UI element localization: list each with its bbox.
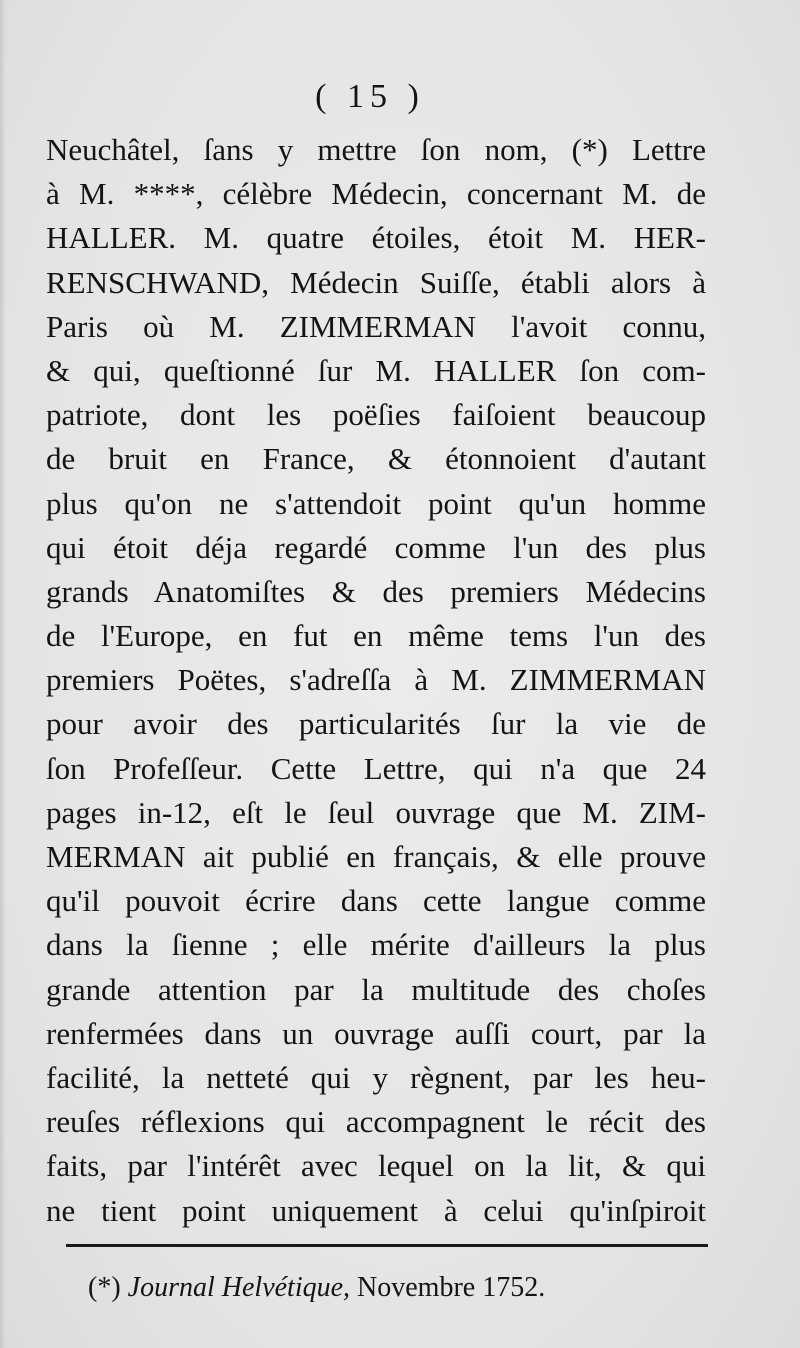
text-line: patriote, dont les poëſies faiſoient beaucoup — [46, 397, 706, 433]
text-line: renfermées dans un ouvrage auſſi court, par la — [46, 1015, 706, 1051]
text-line: grande attention par la multitude des choſes — [46, 971, 706, 1007]
footnote-rule — [66, 1244, 708, 1247]
text-line: Paris où M. ZIMMERMAN l'avoit connu, — [46, 308, 706, 344]
footnote-journal: Journal Helvétique, — [127, 1272, 351, 1303]
text-line: à M. ****, célèbre Médecin, concernant M. de — [46, 176, 706, 212]
text-line: qu'il pouvoit écrire dans cette langue comme — [46, 883, 706, 919]
text-line: premiers Poëtes, s'adreſſa à M. ZIMMERMAN — [46, 662, 706, 698]
text-line: HALLER. M. quatre étoiles, étoit M. HER- — [46, 220, 706, 256]
page-number: ( 15 ) — [315, 78, 425, 115]
text-line: de l'Europe, en fut en même tems l'un des — [46, 618, 706, 654]
text-line: plus qu'on ne s'attendoit point qu'un homme — [46, 485, 706, 521]
text-line: faits, par l'intérêt avec lequel on la lit, & qui — [46, 1148, 706, 1184]
text-line: Neuchâtel, ſans y mettre ſon nom, (*) Lettre — [46, 132, 706, 167]
text-line: dans la ſienne ; elle mérite d'ailleurs la plus — [46, 927, 706, 963]
footnote — [88, 1272, 708, 1304]
text-line: ne tient point uniquement à celui qu'inſpiroit — [46, 1192, 706, 1228]
text-line: ſon Profeſſeur. Cette Lettre, qui n'a que 24 — [46, 750, 706, 786]
text-line: & qui, queſtionné ſur M. HALLER ſon com- — [46, 352, 706, 388]
text-line: de bruit en France, & étonnoient d'autant — [46, 441, 706, 477]
text-line: RENSCHWAND, Médecin Suiſſe, établi alors à — [46, 264, 706, 300]
body-text — [46, 128, 706, 1233]
text-line: reuſes réflexions qui accompagnent le récit des — [46, 1104, 706, 1140]
text-line: pages in-12, eſt le ſeul ouvrage que M. ZIM- — [46, 794, 706, 830]
text-line: facilité, la netteté qui y règnent, par les heu- — [46, 1059, 706, 1095]
footnote-date: Novembre 1752. — [357, 1272, 546, 1303]
text-line: qui étoit déja regardé comme l'un des plus — [46, 529, 706, 565]
text-line: grands Anatomiſtes & des premiers Médecins — [46, 573, 706, 609]
page-edge-shadow — [0, 0, 6, 1348]
text-line: pour avoir des particularités ſur la vie de — [46, 706, 706, 742]
footnote-marker: (*) — [88, 1272, 121, 1303]
text-line: MERMAN ait publié en français, & elle prouve — [46, 839, 706, 874]
